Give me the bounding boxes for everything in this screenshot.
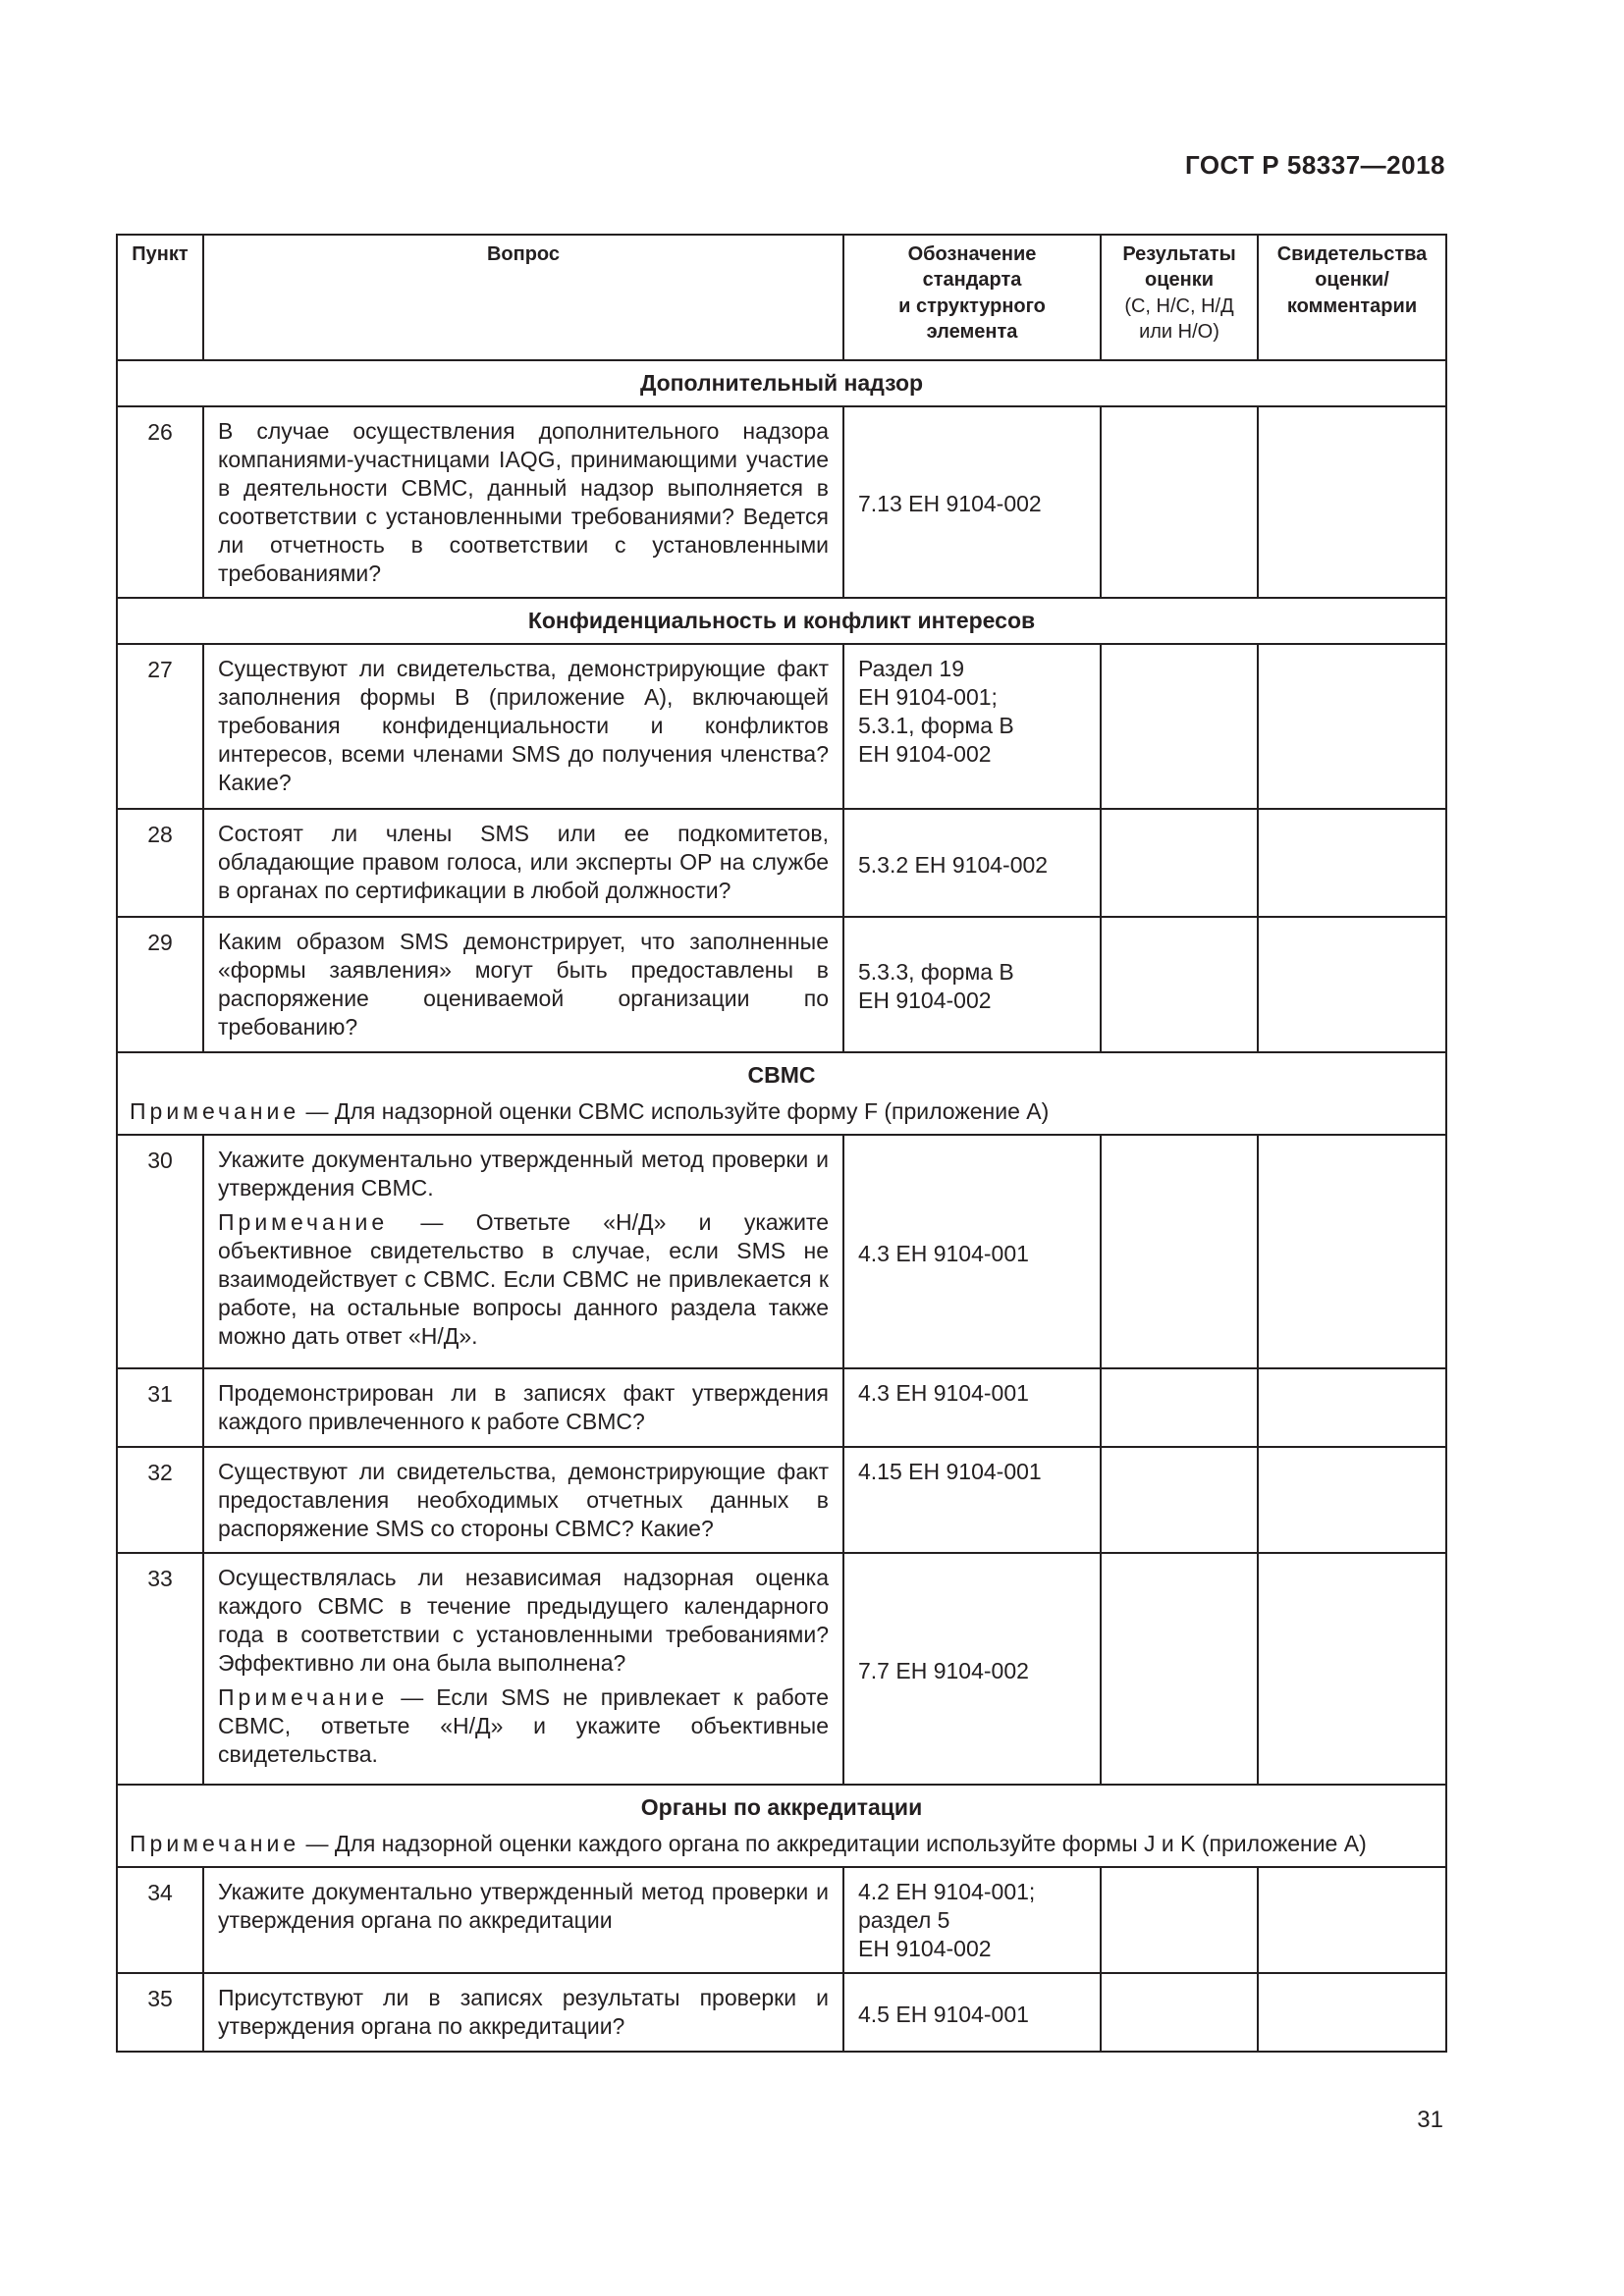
question-note: [218, 1683, 829, 1769]
section-title: СВМС: [747, 1062, 816, 1088]
question-note-label: Примечание: [218, 1684, 389, 1710]
row-number: 34: [117, 1867, 203, 1973]
column-header-question: Вопрос: [203, 235, 843, 360]
row-result-cell: [1101, 406, 1258, 598]
row-evidence-cell: [1258, 406, 1446, 598]
column-header-results-codes: или Н/О): [1139, 321, 1219, 344]
table-row: [117, 1553, 1446, 1785]
row-evidence-cell: [1258, 1553, 1446, 1785]
question-note-text: — Если SMS не привлекает к работе СВМС, ответьте «Н/Д» и укажите объективные свидетельства.: [218, 1684, 829, 1767]
row-result-cell: [1101, 644, 1258, 809]
row-reference: [843, 1135, 1101, 1368]
row-reference: [843, 809, 1101, 917]
question-note-text: — Ответьте «Н/Д» и укажите объективное свидетельство в случае, если SMS не взаимодействует с СВМС. Если СВМС не привлекается к работе, на остальные вопросы данного раздела также можно дать ответ «Н/Д».: [218, 1209, 829, 1349]
row-reference: [843, 1867, 1101, 1973]
row-evidence-cell: [1258, 809, 1446, 917]
page-number: 31: [1417, 2107, 1443, 2133]
reference-line: ЕН 9104-002: [858, 988, 992, 1013]
row-number: 31: [117, 1368, 203, 1447]
row-number: 30: [117, 1135, 203, 1368]
column-header-evidence-line: комментарии: [1286, 294, 1418, 317]
column-header-evidence-line: Свидетельства: [1276, 243, 1428, 265]
reference-line: 7.13 ЕН 9104-002: [858, 491, 1042, 516]
reference-line: 4.3 ЕН 9104-001: [858, 1380, 1029, 1406]
question-text: Состоят ли члены SMS или ее подкомитетов, обладающие правом голоса, или эксперты ОР на службе в органах по сертификации в любой должности?: [218, 821, 829, 903]
row-result-cell: [1101, 1973, 1258, 2052]
reference-line: 4.15 ЕН 9104-001: [858, 1459, 1042, 1484]
question-text: Существуют ли свидетельства, демонстрирующие факт заполнения формы В (приложение А), включающей требования конфиденциальности и конфликтов интересов, всеми членами SMS до получения членства? Какие?: [218, 656, 829, 795]
question-note: [218, 1208, 829, 1351]
table-row: [117, 406, 1446, 598]
column-header-results-line: Результаты: [1122, 243, 1236, 265]
reference-line: 4.2 ЕН 9104-001;: [858, 1879, 1036, 1904]
row-result-cell: [1101, 1135, 1258, 1368]
section-note-text: — Для надзорной оценки каждого органа по аккредитации используйте формы J и K (приложение А): [299, 1831, 1367, 1856]
section-note-label: Примечание: [130, 1098, 300, 1124]
row-evidence-cell: [1258, 1368, 1446, 1447]
reference-line: 4.3 ЕН 9104-001: [858, 1240, 1029, 1266]
question-text: Существуют ли свидетельства, демонстрирующие факт предоставления необходимых отчетных данных в распоряжение SMS со стороны СВМС? Какие?: [218, 1459, 829, 1541]
row-question: [203, 1447, 843, 1553]
column-header-item: Пункт: [117, 235, 203, 360]
row-evidence-cell: [1258, 644, 1446, 809]
column-header-results: [1101, 235, 1258, 360]
row-question: [203, 1553, 843, 1785]
section-title-block: [117, 1052, 1446, 1135]
row-number: 33: [117, 1553, 203, 1785]
reference-line: 7.7 ЕН 9104-002: [858, 1657, 1029, 1683]
reference-line: 4.5 ЕН 9104-001: [858, 2001, 1029, 2027]
reference-line: ЕН 9104-002: [858, 741, 992, 767]
reference-line: 5.3.1, форма В: [858, 713, 1014, 738]
question-text: В случае осуществления дополнительного надзора компаниями-участницами IAQG, принимающими участие в деятельности СВМС, данный надзор выполняется в соответствии с установленными требованиями? Ведется ли отчетность в соответствии с установленными требованиями?: [218, 418, 829, 586]
table-row: [117, 1368, 1446, 1447]
row-evidence-cell: [1258, 917, 1446, 1052]
row-reference: [843, 1447, 1101, 1553]
section-title: Органы по аккредитации: [640, 1794, 923, 1820]
section-note: [126, 1098, 1437, 1125]
column-header-reference-line: элемента: [926, 321, 1018, 344]
row-result-cell: [1101, 1447, 1258, 1553]
reference-line: раздел 5: [858, 1907, 950, 1933]
section-title: Конфиденциальность и конфликт интересов: [117, 598, 1446, 644]
table-row: [117, 917, 1446, 1052]
row-reference: [843, 1368, 1101, 1447]
table-row: [117, 644, 1446, 809]
column-header-results-line: оценки: [1144, 269, 1215, 292]
row-reference: [843, 406, 1101, 598]
row-question: [203, 406, 843, 598]
question-text: Продемонстрирован ли в записях факт утверждения каждого привлеченного к работе СВМС?: [218, 1380, 829, 1434]
row-number: 35: [117, 1973, 203, 2052]
row-number: 29: [117, 917, 203, 1052]
row-question: [203, 644, 843, 809]
question-text: Укажите документально утвержденный метод проверки и утверждения СВМС.: [218, 1147, 829, 1201]
question-note-label: Примечание: [218, 1209, 389, 1235]
reference-line: 5.3.2 ЕН 9104-002: [858, 851, 1049, 878]
table-row: [117, 1447, 1446, 1553]
row-number: 27: [117, 644, 203, 809]
section-row: [117, 360, 1446, 406]
column-header-evidence: [1258, 235, 1446, 360]
column-header-reference-line: и структурного: [898, 294, 1046, 317]
row-number: 32: [117, 1447, 203, 1553]
row-question: [203, 1368, 843, 1447]
row-reference: [843, 644, 1101, 809]
column-header-results-codes: (С, Н/С, Н/Д: [1124, 294, 1234, 317]
row-evidence-cell: [1258, 1867, 1446, 1973]
section-title-block: [117, 1785, 1446, 1867]
table-row: [117, 1135, 1446, 1368]
question-text: Укажите документально утвержденный метод проверки и утверждения органа по аккредитации: [218, 1879, 829, 1933]
row-reference: [843, 917, 1101, 1052]
table-row: [117, 1867, 1446, 1973]
section-row: [117, 1052, 1446, 1135]
row-question: [203, 1135, 843, 1368]
row-evidence-cell: [1258, 1135, 1446, 1368]
column-header-reference-line: стандарта: [922, 269, 1022, 292]
reference-line: 5.3.3, форма В: [858, 959, 1014, 985]
question-text: Присутствуют ли в записях результаты проверки и утверждения органа по аккредитации?: [218, 1985, 829, 2039]
column-header-reference: [843, 235, 1101, 360]
question-text: Осуществлялась ли независимая надзорная оценка каждого СВМС в течение предыдущего календарного года в соответствии с установленными требованиями? Эффективно ли она была выполнена?: [218, 1565, 829, 1676]
row-result-cell: [1101, 1368, 1258, 1447]
row-reference: [843, 1553, 1101, 1785]
section-note-label: Примечание: [130, 1831, 300, 1856]
row-question: [203, 1973, 843, 2052]
row-evidence-cell: [1258, 1447, 1446, 1553]
section-note-text: — Для надзорной оценки СВМС используйте форму F (приложение А): [299, 1098, 1050, 1124]
column-header-reference-line: Обозначение: [907, 243, 1037, 265]
table-row: [117, 1973, 1446, 2052]
row-question: [203, 917, 843, 1052]
section-row: [117, 598, 1446, 644]
section-row: [117, 1785, 1446, 1867]
row-result-cell: [1101, 917, 1258, 1052]
row-evidence-cell: [1258, 1973, 1446, 2052]
row-result-cell: [1101, 809, 1258, 917]
reference-line: ЕН 9104-002: [858, 1936, 992, 1961]
row-reference: [843, 1973, 1101, 2052]
section-title: Дополнительный надзор: [117, 360, 1446, 406]
row-number: 26: [117, 406, 203, 598]
document-standard-code: ГОСТ Р 58337—2018: [1184, 150, 1445, 180]
reference-line: ЕН 9104-001;: [858, 684, 998, 710]
assessment-table: [116, 234, 1447, 2053]
row-number: 28: [117, 809, 203, 917]
column-header-evidence-line: оценки/: [1315, 269, 1389, 292]
row-result-cell: [1101, 1867, 1258, 1973]
table-row: [117, 809, 1446, 917]
reference-line: Раздел 19: [858, 656, 964, 681]
section-note: [126, 1831, 1437, 1857]
row-question: [203, 809, 843, 917]
table-header-row: [117, 235, 1446, 360]
question-text: Каким образом SMS демонстрирует, что заполненные «формы заявления» могут быть предоставлены в распоряжение оцениваемой организации по требованию?: [218, 929, 829, 1040]
row-question: [203, 1867, 843, 1973]
row-result-cell: [1101, 1553, 1258, 1785]
